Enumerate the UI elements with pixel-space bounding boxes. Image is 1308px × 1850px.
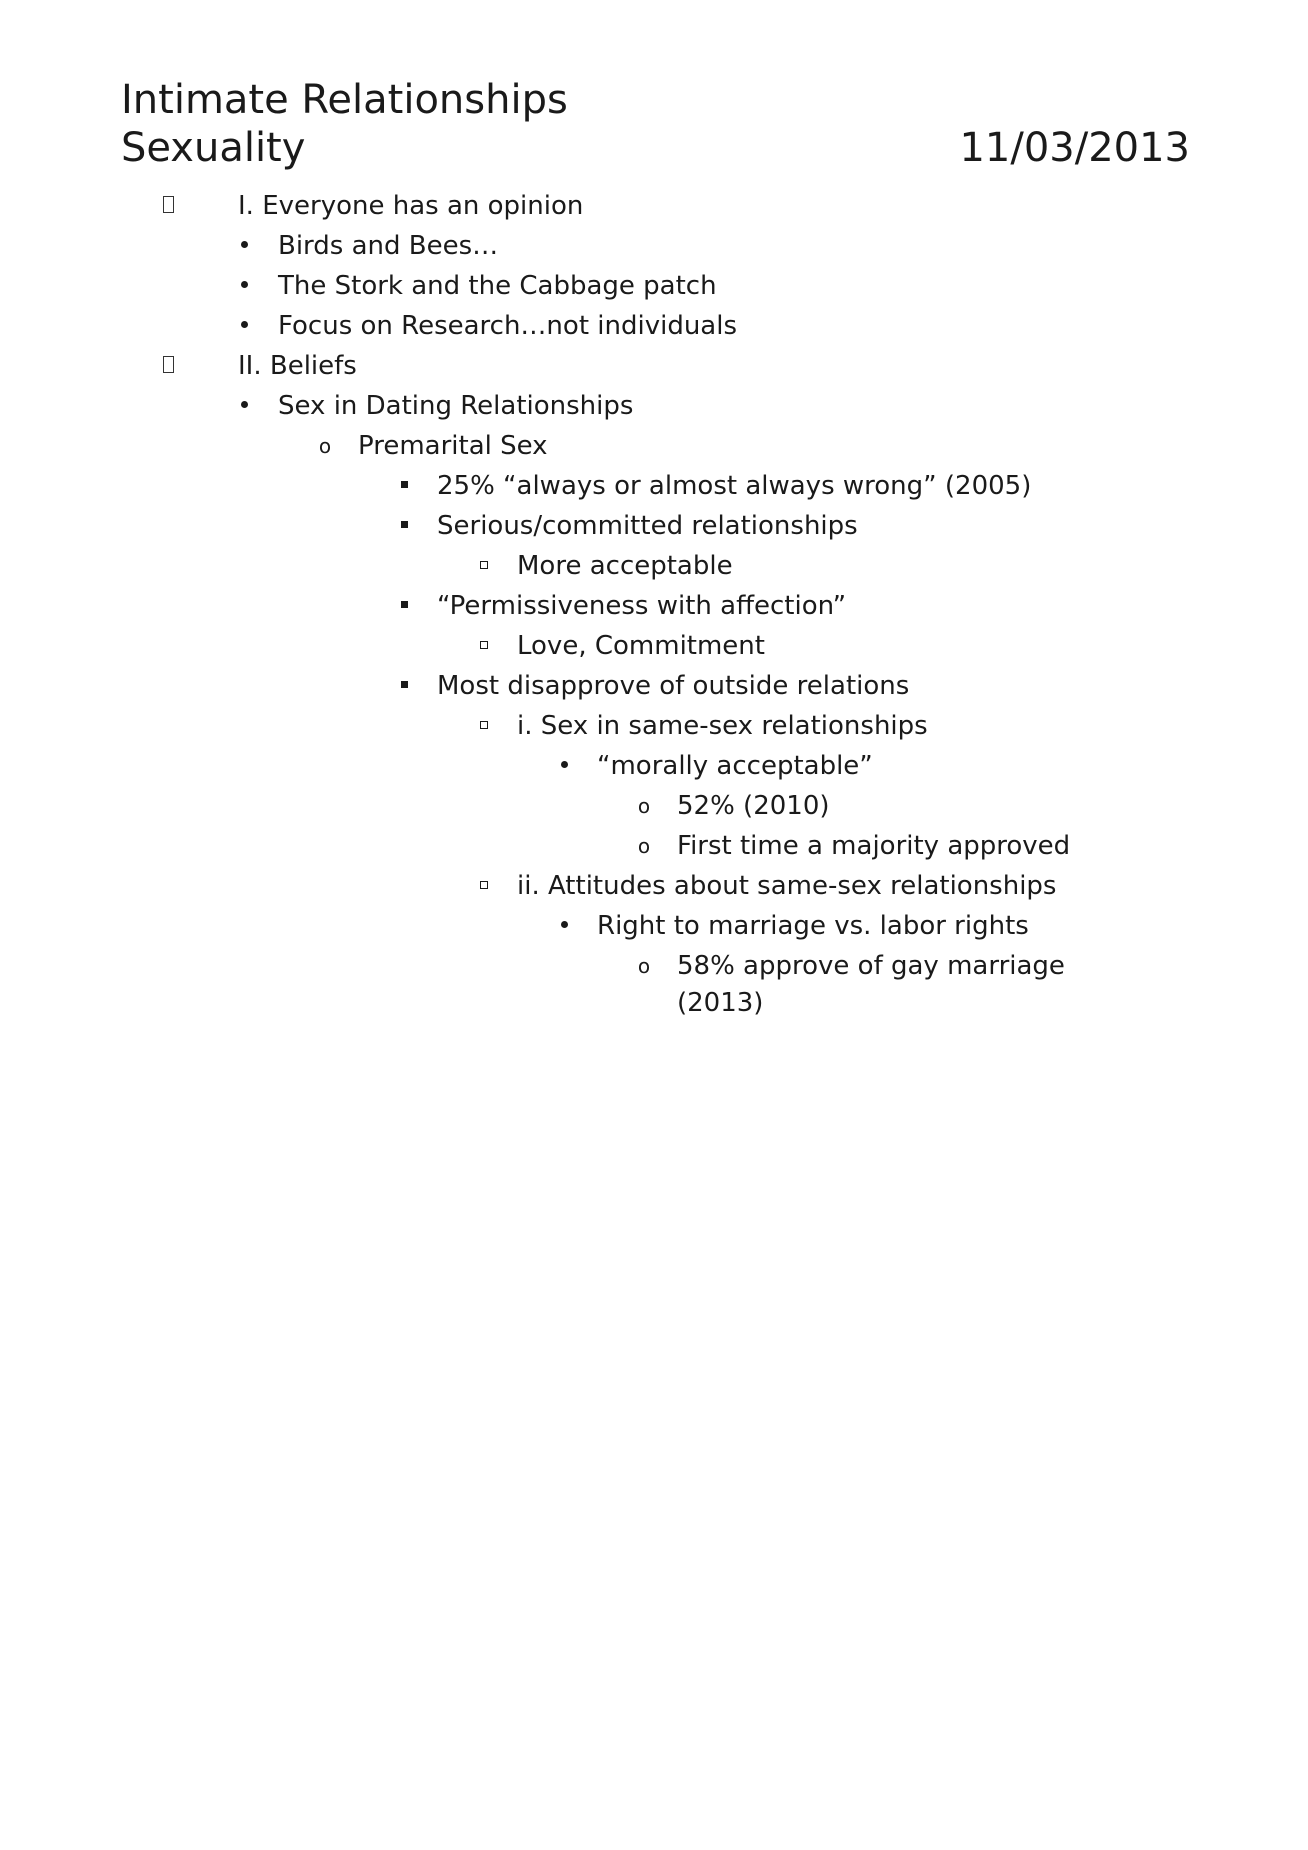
outline-item [0,946,1308,986]
outline-item-text: Love, Commitment [517,631,765,661]
dot-icon [232,306,256,346]
outline-item [0,746,1308,786]
outline-item-text: II. Beliefs [238,351,357,381]
outline-item-text: First time a majority approved [677,831,1071,861]
square-icon [392,506,416,546]
hollow-square-icon [472,546,496,586]
outline-item-text: Serious/committed relationships [437,511,858,541]
outline-item-text: (2013) [677,988,764,1018]
outline-item-text: Sex in Dating Relationships [278,391,634,421]
document-subtitle: Sexuality [121,125,306,171]
outline-item-text: ii. Attitudes about same-sex relationships [517,871,1057,901]
outline-item [0,266,1308,306]
outline-item-text: 25% “always or almost always wrong” (2005) [437,471,1032,501]
outline-item-text: 52% (2010) [677,791,830,821]
outline-item-text: i. Sex in same-sex relationships [517,711,928,741]
outline-item-text: Most disapprove of outside relations [437,671,910,701]
outline-item [0,706,1308,746]
square-icon [392,666,416,706]
outline-item-text: Right to marriage vs. labor rights [597,911,1029,941]
outline-item [0,546,1308,586]
outline-item-text: More acceptable [517,551,733,581]
hollow-square-icon [472,706,496,746]
circle-icon: o [637,834,651,858]
dot-icon [552,746,576,786]
outline-item [0,626,1308,666]
outline-item [0,666,1308,706]
circle-icon: o [637,954,651,978]
square-icon [392,586,416,626]
outline-item [0,506,1308,546]
outline-item [0,786,1308,826]
outline-item-text: Birds and Bees… [278,231,499,261]
outline-item [0,826,1308,866]
outline-item-continuation [0,983,1308,1023]
outline-item [0,346,1308,386]
outline-item-text: I. Everyone has an opinion [238,191,584,221]
outline-item [0,306,1308,346]
outline-item [0,906,1308,946]
document-title: Intimate Relationships [121,77,568,123]
hollow-square-icon [472,626,496,666]
outline-item [0,386,1308,426]
outline-item [0,466,1308,506]
outline-item-text: The Stork and the Cabbage patch [278,271,717,301]
box-icon [156,346,180,386]
square-icon [392,466,416,506]
outline-item-text: Premarital Sex [358,431,548,461]
outline-item-text: Focus on Research…not individuals [278,311,737,341]
outline-item [0,866,1308,906]
outline-item-text: “morally acceptable” [597,751,873,781]
outline-item [0,226,1308,266]
hollow-square-icon [472,866,496,906]
outline-item [0,186,1308,226]
dot-icon [552,906,576,946]
outline-item [0,426,1308,466]
circle-icon: o [637,794,651,818]
outline-item-text: 58% approve of gay marriage [677,951,1065,981]
dot-icon [232,266,256,306]
circle-icon: o [318,434,332,458]
dot-icon [232,386,256,426]
outline-item-text: “Permissiveness with affection” [437,591,847,621]
box-icon [156,186,180,226]
outline-item [0,586,1308,626]
dot-icon [232,226,256,266]
document-date: 11/03/2013 [959,125,1190,171]
